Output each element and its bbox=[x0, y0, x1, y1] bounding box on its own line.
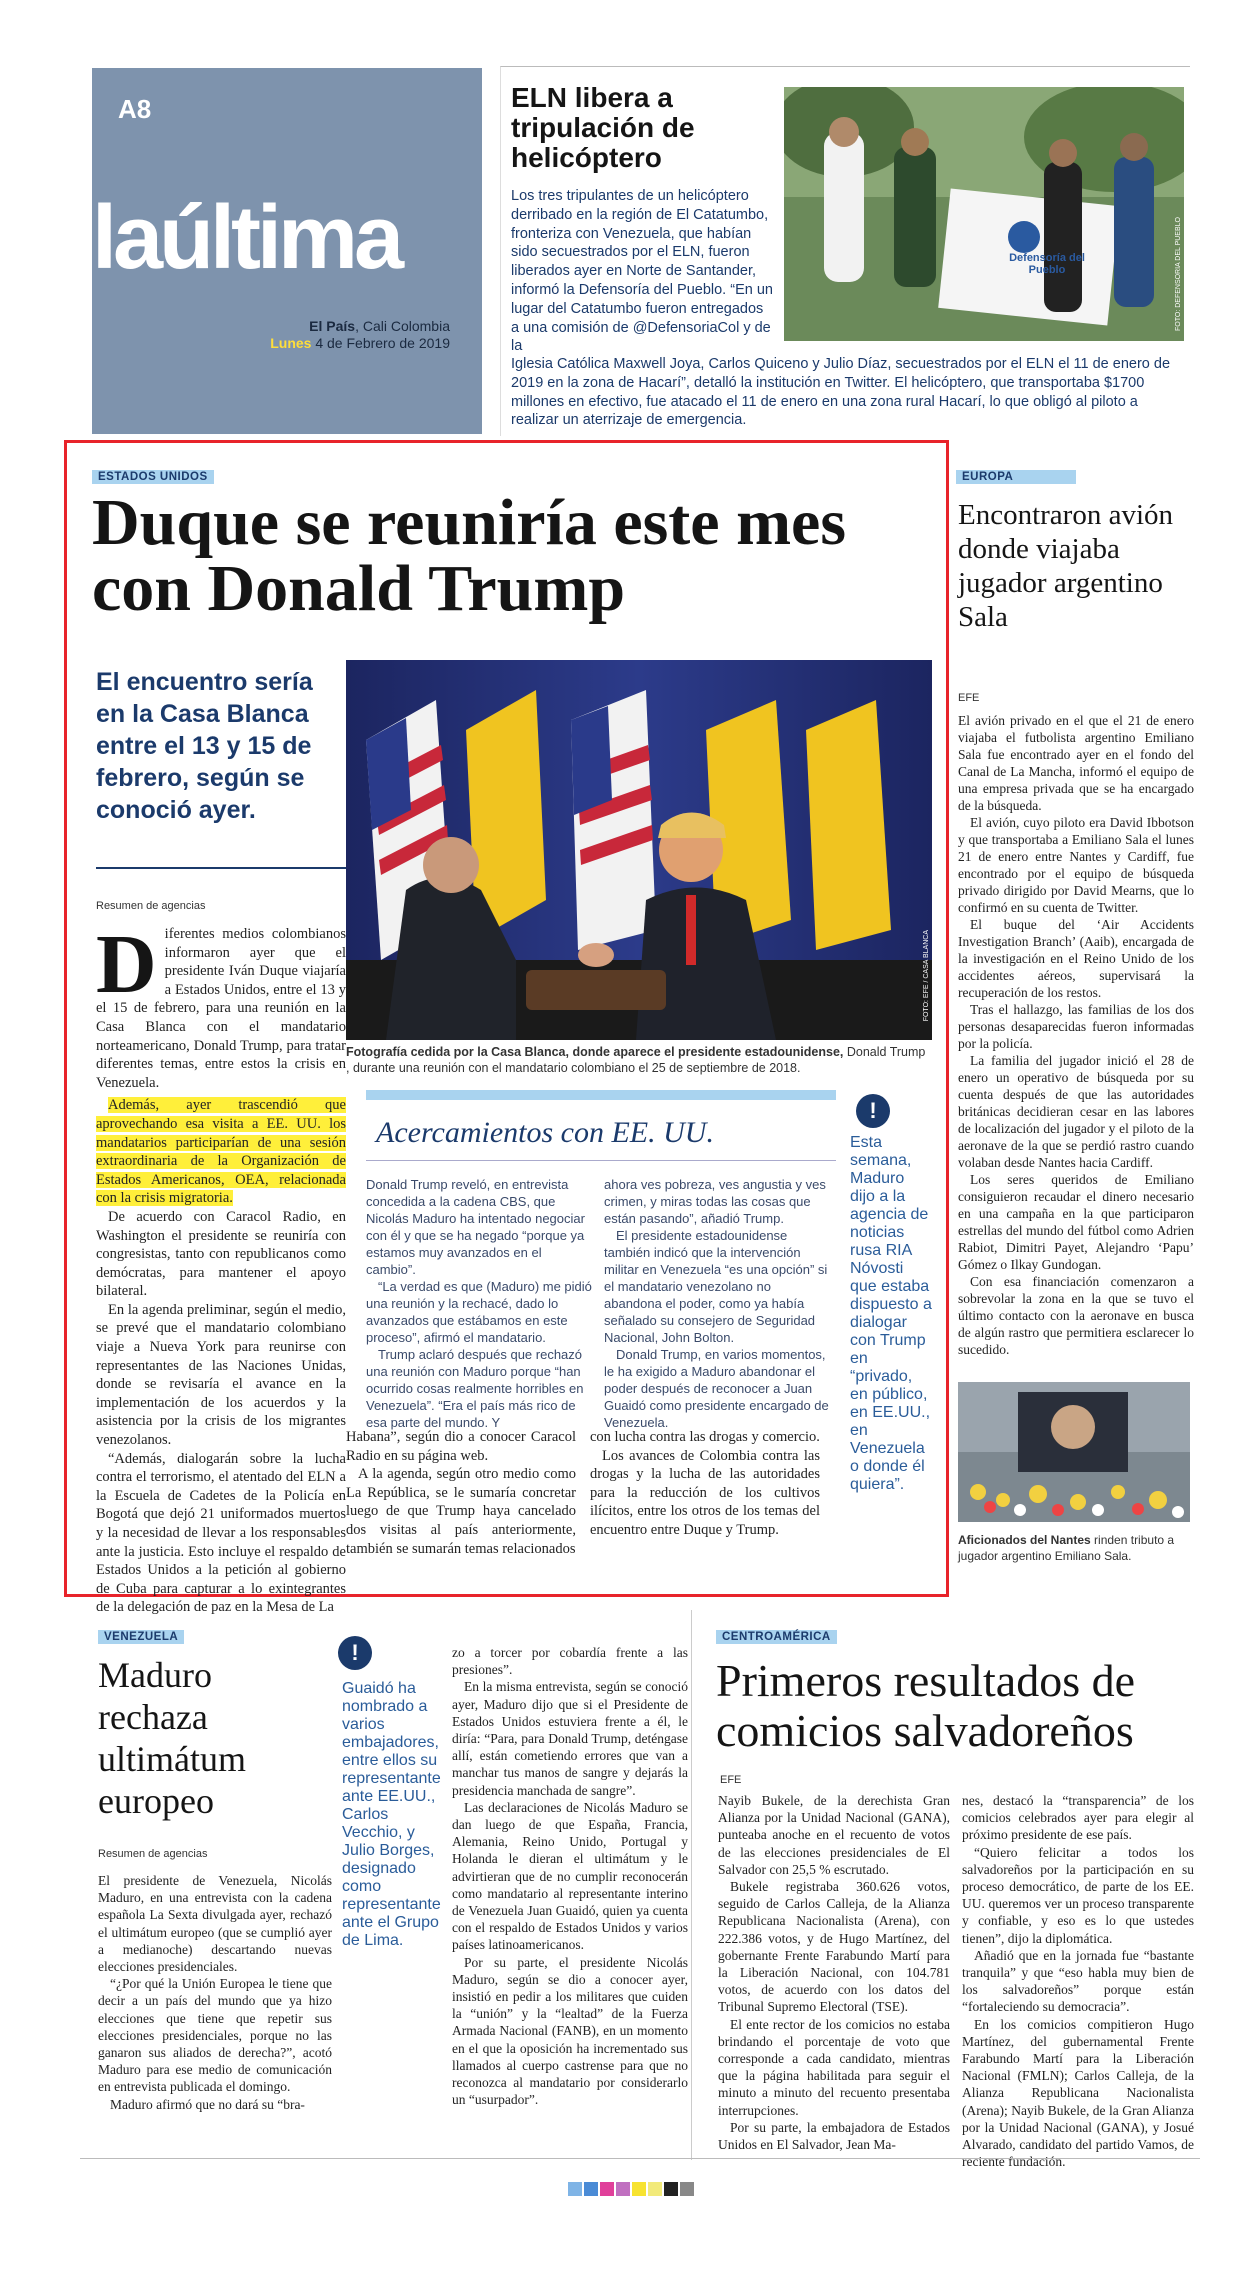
main-photo bbox=[346, 660, 932, 1040]
date: 4 de Febrero de 2019 bbox=[315, 335, 450, 351]
centro-byline: EFE bbox=[720, 1774, 742, 1786]
eln-article bbox=[500, 66, 1190, 436]
paper-city: , Cali Colombia bbox=[355, 318, 450, 334]
europa-article bbox=[956, 462, 1196, 1592]
europa-caption-rest: rinden tributo a jugador argentino Emiliano Sala. bbox=[958, 1533, 1175, 1563]
eln-headline: ELN libera a tripulación de helicóptero bbox=[511, 82, 695, 173]
main-headline: Duque se reuniría este mes con Donald Trump bbox=[92, 486, 847, 625]
venezuela-c2a: zo a torcer por cobardía frente a las presiones”. bbox=[452, 1645, 688, 1678]
venezuela-quote: Guaidó ha nombrado a varios embajadores, entre ellos su representante ante EE.UU., Carlos Vecchio, y Julio Borges, designado como representante ante el Grupo de Lima. bbox=[342, 1680, 441, 1949]
weekday: Lunes bbox=[270, 335, 312, 351]
venezuela-byline: Resumen de agencias bbox=[98, 1848, 208, 1860]
main-article bbox=[80, 460, 936, 1616]
centro-c2b: “Quiero felicitar a todos los salvadoreños por la participación en su proceso democrático, de parte de los EE. UU. queremos ver un proceso transparente y confiable, y eso es lo que ustedes tienen”, dijo la diplomática. bbox=[962, 1844, 1194, 1946]
centro-c2a: nes, destacó la “transparencia” de los comicios celebrados ayer para elegir al próximo presidente de ese país. bbox=[962, 1793, 1194, 1843]
box-c2a: ahora ves pobreza, ves angustia y ves crimen, y miras todas las cosas que están pasando”, añadió Trump. bbox=[604, 1177, 826, 1226]
venezuela-c2c: Las declaraciones de Nicolás Maduro se dan luego de que España, Francia, Alemania, Reino Unido, Portugal y Holanda le dieran el ultimátum y le advirtieran que de no cumplir reconocerán como mandatario al representante interino de Venezuela Juan Guaidó, quien ya cuenta con el respaldo de Estados Unidos y varios países latinoamericanos. bbox=[452, 1799, 688, 1953]
box-c2c: Donald Trump, en varios momentos, le ha exigido a Maduro abandonar el poder después de reconocer a Juan Guaidó como presidente encargado de Venezuela. bbox=[604, 1347, 829, 1430]
centro-c1c: El ente rector de los comicios no estaba brindando el porcentaje de voto que corresponde a cada candidato, mientras que la página habilitada para seguir el minuto a minuto del recuento presentaba interrupciones. bbox=[718, 2016, 950, 2118]
eln-photo bbox=[784, 87, 1184, 341]
main-p4: En la agenda preliminar, según el medio, se prevé que el mandatario colombiano viaje a Nueva York para reunirse con representantes de las Naciones Unidas, donde se revisaría el avance en la implementación de los acuerdos y la asistencia por la crisis de los migrantes venezolanos. bbox=[96, 1301, 346, 1449]
color-swatch bbox=[584, 2182, 598, 2196]
europa-caption bbox=[958, 1532, 1194, 1564]
main-col2b: A la agenda, según otro medio como La República, se le sumaría concretar luego de que Trump haya cancelado dos visitas al país anteriormente, también se sumarán temas relacionados bbox=[346, 1466, 576, 1557]
europa-photo bbox=[958, 1382, 1190, 1522]
sidebar-rule-2 bbox=[366, 1160, 836, 1161]
centro-c2c: Añadió que en la jornada fue “bastante tranquila” y que “eso habla muy bien de los salvadoreños” porque están “fortaleciendo su democracia”. bbox=[962, 1947, 1194, 2015]
europa-p7: Con esa financiación comenzaron a sobrevolar la zona en la que se tuvo el último contacto con la aeronave en busca de algún rastro que permitiera esclarecer lo sucedido. bbox=[958, 1274, 1194, 1357]
color-swatch bbox=[600, 2182, 614, 2196]
main-col2: Habana”, según dio a conocer Caracol Radio en su página web. bbox=[346, 1429, 576, 1464]
main-highlight bbox=[96, 1096, 346, 1208]
main-col-3 bbox=[590, 1428, 820, 1540]
centro-c1b: Bukele registraba 360.626 votos, seguido de Carlos Calleja, de la Alianza Republicana Nacionalista (Arena), con 222.386 votos, y de Hugo Martínez, del gobernante Frente Farabundo Martí para la Liberación Nacional, con 104.781 votos, de acuerdo con los datos del Tribunal Supremo Electoral (TSE). bbox=[718, 1879, 950, 2015]
box-c2b: El presidente estadounidense también indicó que la intervención militar en Venezuela “es una opción” si el mandatario venezolano no abandona el poder, como ya había señalado su consejero de Seguridad Nacional, John Bolton. bbox=[604, 1228, 828, 1345]
masthead bbox=[92, 68, 482, 434]
main-caption bbox=[346, 1044, 932, 1076]
color-swatch bbox=[568, 2182, 582, 2196]
section-logo: laúltima bbox=[92, 188, 401, 288]
color-swatch bbox=[632, 2182, 646, 2196]
venezuela-col-2 bbox=[452, 1644, 688, 2108]
centro-kicker: CENTROAMÉRICA bbox=[716, 1630, 837, 1644]
centro-c1a: Nayib Bukele, de la derechista Gran Alianza por la Unidad Nacional (GANA), punteaba anoche en el recuento de votos de las elecciones presidenciales de El Salvador con 25,5 % escrutado. bbox=[718, 1793, 950, 1877]
venezuela-p1: El presidente de Venezuela, Nicolás Maduro, en una entrevista con la cadena española La Sexta divulgada ayer, rechazó el ultimátum europeo (que se cumplió ayer a medianoche) descartando nuevas elecciones presidenciales. bbox=[98, 1873, 332, 1975]
sidebar-title: Acercamientos con EE. UU. bbox=[376, 1116, 714, 1149]
venezuela-kicker: VENEZUELA bbox=[98, 1630, 184, 1644]
highlight-text: Además, ayer trascendió que aprovechando esa visita a EE. UU. los mandatarios participarían de una sesión extraordinaria de la Organización de Estados Americanos, OEA, relacionada con la crisis migratoria. bbox=[96, 1097, 346, 1207]
exclamation-icon: ! bbox=[856, 1094, 890, 1128]
venezuela-article bbox=[92, 1610, 692, 2160]
deck-rule bbox=[96, 867, 346, 869]
box-c1c: Trump aclaró después que rechazó una reunión con Maduro porque “han ocurrido cosas realmente horribles en Venezuela”. “Era el país más rico de esa parte del mundo. Y bbox=[366, 1347, 584, 1430]
footer-rule bbox=[80, 2158, 1200, 2159]
europa-body bbox=[958, 712, 1194, 1358]
venezuela-col-1 bbox=[98, 1872, 332, 2113]
color-swatch bbox=[680, 2182, 694, 2196]
main-photo-credit: FOTO: EFE / CASA BLANCA bbox=[923, 930, 930, 1022]
dropcap: D bbox=[96, 918, 157, 1011]
centro-col-1 bbox=[718, 1792, 950, 2153]
europa-p5: La familia del jugador inició el 28 de enero un operativo de búsqueda por su cuenta después de que las autoridades británicas decidieran cesar en las labores de localización del jugador y el piloto de la aeronave de la que se perdió rastro cuando volaban desde Nantes hacia Cardiff. bbox=[958, 1053, 1194, 1170]
europa-byline: EFE bbox=[958, 692, 980, 704]
sidebar-col-2 bbox=[604, 1176, 830, 1431]
eln-body-2: Iglesia Católica Maxwell Joya, Carlos Quiceno y Julio Díaz, secuestrados por el ELN el 11 de enero de 2019 en la zona de Hacarí”, detalló la institución en Twitter. El helicóptero, que transportaba $1700 millones en efectivo, fue atacado el 11 de enero en una zona rural Hacarí, lo que obligó al piloto a realizar un aterrizaje de emergencia. bbox=[511, 356, 1171, 429]
main-lead: iferentes medios colombianos informaron ayer que el presidente Iván Duque viajaría a Estados Unidos, entre el 13 y el 15 de febrero, para una reunión en la Casa Blanca con el mandatario norteamericano, Donald Trump, para tratar diferentes temas, entre estos la crisis en Venezuela. bbox=[96, 926, 346, 1091]
europa-p6: Los seres queridos de Emiliano consiguieron recaudar el dinero necesario en una campaña en la que participaron estrellas del mundo del fútbol como Adrien Rabiot, Dimitri Payet, Alejandro ‘Papu’ Gómez o Ilkay Gundogan. bbox=[958, 1172, 1194, 1272]
centro-c1d: Por su parte, la embajadora de Estados Unidos en El Salvador, Jean Ma- bbox=[718, 2119, 950, 2153]
main-byline: Resumen de agencias bbox=[96, 900, 206, 912]
europa-p1: El avión privado en el que el 21 de enero viajaba el futbolista argentino Emiliano Sala fue encontrado ayer en el fondo del Canal de La Mancha, informó el equipo de una empresa privada que se ha encargado de la búsqueda. bbox=[958, 713, 1194, 813]
main-kicker: ESTADOS UNIDOS bbox=[92, 470, 214, 484]
main-col3b: Los avances de Colombia contra las drogas y la lucha de las autoridades para la reducción de los cultivos ilícitos, entre los otros de los temas del encuentro entre Duque y Trump. bbox=[590, 1447, 820, 1538]
venezuela-p3: Maduro afirmó que no dará su “bra- bbox=[110, 2096, 305, 2112]
eln-body-1: Los tres tripulantes de un helicóptero derribado en la región de El Catatumbo, fronteriza con Venezuela, que habían sido secuestrados por el ELN, fueron liberados ayer en Norte de Santander, informó la Defensoría del Pueblo. “En un lugar del Catatumbo fueron entregados a una comisión de @DefensoriaCol y de la bbox=[511, 188, 773, 355]
main-p3: De acuerdo con Caracol Radio, en Washington el presidente se reuniría con congresistas, tanto con republicanos como demócratas, para mantener el apoyo bilateral. bbox=[96, 1208, 346, 1300]
europa-headline: Encontraron avión donde viajaba jugador argentino Sala bbox=[958, 499, 1174, 633]
centro-headline: Primeros resultados de comicios salvadoreños bbox=[716, 1655, 1136, 1756]
sidebar-col-1 bbox=[366, 1176, 592, 1431]
color-swatch bbox=[648, 2182, 662, 2196]
color-swatch bbox=[664, 2182, 678, 2196]
europa-kicker: EUROPA bbox=[956, 470, 1076, 484]
color-registration-bar bbox=[568, 2182, 694, 2196]
europa-caption-bold: Aficionados del Nantes bbox=[958, 1533, 1091, 1547]
main-caption-rest: Donald Trump , durante una reunión con el mandatario colombiano el 25 de septiembre de 2018. bbox=[346, 1045, 926, 1075]
sidebar-rule bbox=[366, 1090, 836, 1100]
main-col-2 bbox=[346, 1428, 576, 1558]
main-deck: El encuentro sería en la Casa Blanca entre el 13 y 15 de febrero, según se conoció ayer. bbox=[96, 668, 313, 824]
box-c1b: “La verdad es que (Maduro) me pidió una reunión y la rechacé, dado lo avanzados que estábamos en este proceso”, afirmó el mandatario. bbox=[366, 1279, 592, 1345]
main-col3: con lucha contra las drogas y comercio. bbox=[590, 1429, 820, 1445]
venezuela-c2b: En la misma entrevista, según se conoció ayer, Maduro dijo que si el Presidente de Estados Unidos estuviera frente a él, le diría: “Para, para Donald Trump, deténgase allí, están cometiendo errores que van a manchar tus manos de sangre y dejarás la presidencia manchada de sangre”. bbox=[452, 1679, 688, 1798]
color-swatch bbox=[616, 2182, 630, 2196]
main-caption-bold: Fotografía cedida por la Casa Blanca, donde aparece el presidente estadounidense, bbox=[346, 1045, 844, 1059]
europa-p3: El buque del ‘Air Accidents Investigation Branch’ (Aaib), encargada de la investigación en el Reino Unido de los accidentes aéreos, supervisará la recuperación de los restos. bbox=[958, 917, 1194, 1000]
europa-p2: El avión, cuyo piloto era David Ibbotson y que transportaba a Emiliano Sala el lunes 21 de enero entre Nantes y Cardiff, fue encontrado por el equipo de búsqueda privado dirigido por David Mearns, que lo confirmó en su cuenta de Twitter. bbox=[958, 815, 1194, 915]
europa-p4: Tras el hallazgo, las familias de los dos personas desaparecidas fueron informadas por la policía. bbox=[958, 1002, 1194, 1051]
centro-c2d: En los comicios compitieron Hugo Martínez, del gubernamental Frente Farabundo Martí para la Liberación Nacional (FMLN); Carlos Calleja, de la Alianza Republicana Nacionalista (Arena); Nayib Bukele, de la Gran Alianza por la Unidad Nacional (GANA), y Josué Alvarado, candidato del partido Vamos, de reciente fundación. bbox=[962, 2016, 1194, 2170]
venezuela-headline: Maduro rechaza ultimátum europeo bbox=[98, 1655, 246, 1821]
eln-photo-credit: FOTO: DEFENSORIA DEL PUEBLO bbox=[1175, 217, 1182, 331]
page-number: A8 bbox=[118, 94, 152, 124]
paper-name: El País bbox=[309, 318, 356, 334]
masthead-dateline bbox=[270, 318, 450, 352]
main-p5: “Además, dialogarán sobre la lucha contra el terrorismo, el atentado del ELN a la Escuela de Cadetes de la Policía en Bogotá que dejó 21 uniformados muertos y la necesidad de llevar a los responsables ante la justicia. Esto incluye el respaldo de Estados Unidos a la petición al gobierno de Cuba para capturar a lo exintegrantes de la delegación de paz en la Mesa de La bbox=[96, 1450, 346, 1616]
centroamerica-article bbox=[706, 1610, 1196, 2170]
venezuela-c2d: Por su parte, el presidente Nicolás Maduro, según se dio a conocer ayer, insistió en pedir a los militares que cuiden la “unión” y la “lealtad” de la Fuerza Armada Nacional (FANB), en un momento en el que la oposición ha incrementado sus llamados al cuerpo castrense para que no reconozca al mandatario por considerarlo un “usurpador”. bbox=[452, 1954, 688, 2108]
main-col-1 bbox=[96, 918, 346, 1617]
box-c1a: Donald Trump reveló, en entrevista concedida a la cadena CBS, que Nicolás Maduro ha intentado negociar con él y que se ha negado “porque ya estamos muy avanzados en el cambio”. bbox=[366, 1177, 585, 1277]
sidebar-quote: Esta semana, Maduro dijo a la agencia de noticias rusa RIA Nóvosti que estaba dispuesto a dialogar con Trump en “privado, en público, en EE.UU., en Venezuela o donde él quiera”. bbox=[850, 1134, 932, 1493]
exclamation-icon-venezuela: ! bbox=[338, 1636, 372, 1670]
eln-flag-text: Defensoría del Pueblo bbox=[1009, 252, 1085, 276]
centro-col-2 bbox=[962, 1792, 1194, 2170]
venezuela-p2: “¿Por qué la Unión Europea le tiene que decir a un país del mundo que ya hizo elecciones que tiene que repetir sus elecciones presidenciales, porque no las ganaron sus aliados de derecha?”, acotó Maduro para ese medio de comunicación en entrevista publicada el domingo. bbox=[98, 1976, 332, 2095]
